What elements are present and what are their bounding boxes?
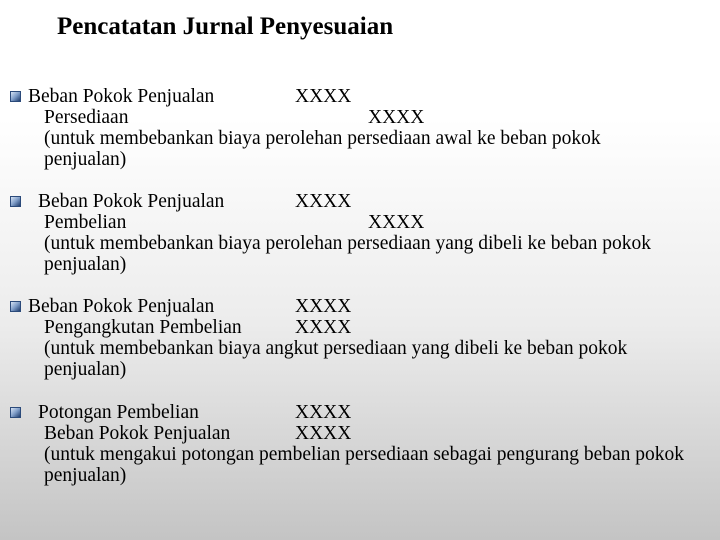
debit-line (8, 191, 716, 212)
debit-amount: XXXX (295, 86, 352, 107)
credit-amount: XXXX (368, 107, 425, 128)
credit-amount: XXXX (295, 423, 352, 444)
debit-line (8, 296, 716, 317)
credit-account: Persediaan (44, 107, 129, 128)
credit-line (8, 317, 716, 338)
credit-amount: XXXX (295, 317, 352, 338)
debit-amount: XXXX (295, 191, 352, 212)
entry-note: (untuk mengakui potongan pembelian persediaan sebagai pengurang beban pokok penjualan) (44, 444, 685, 486)
journal-entry (8, 296, 716, 380)
credit-line (8, 212, 716, 233)
page-title: Pencatatan Jurnal Penyesuaian (57, 13, 394, 40)
credit-line (8, 107, 716, 128)
debit-account: Beban Pokok Penjualan (28, 296, 215, 317)
debit-amount: XXXX (295, 296, 352, 317)
credit-amount: XXXX (368, 212, 425, 233)
credit-account: Pengangkutan Pembelian (44, 317, 242, 338)
journal-entry (8, 191, 716, 275)
debit-account: Potongan Pembelian (38, 402, 199, 423)
debit-amount: XXXX (295, 402, 352, 423)
debit-line (8, 402, 716, 423)
entry-note: (untuk membebankan biaya angkut persediaan yang dibeli ke beban pokok penjualan) (44, 338, 628, 380)
entry-note: (untuk membebankan biaya perolehan persediaan awal ke beban pokok penjualan) (44, 128, 601, 170)
entry-note: (untuk membebankan biaya perolehan persediaan yang dibeli ke beban pokok penjualan) (44, 233, 651, 275)
credit-account: Beban Pokok Penjualan (44, 423, 231, 444)
credit-account: Pembelian (44, 212, 127, 233)
journal-entry (8, 402, 716, 486)
journal-entry (8, 86, 716, 170)
debit-account: Beban Pokok Penjualan (28, 86, 215, 107)
debit-line (8, 86, 716, 107)
debit-account: Beban Pokok Penjualan (38, 191, 225, 212)
credit-line (8, 423, 716, 444)
